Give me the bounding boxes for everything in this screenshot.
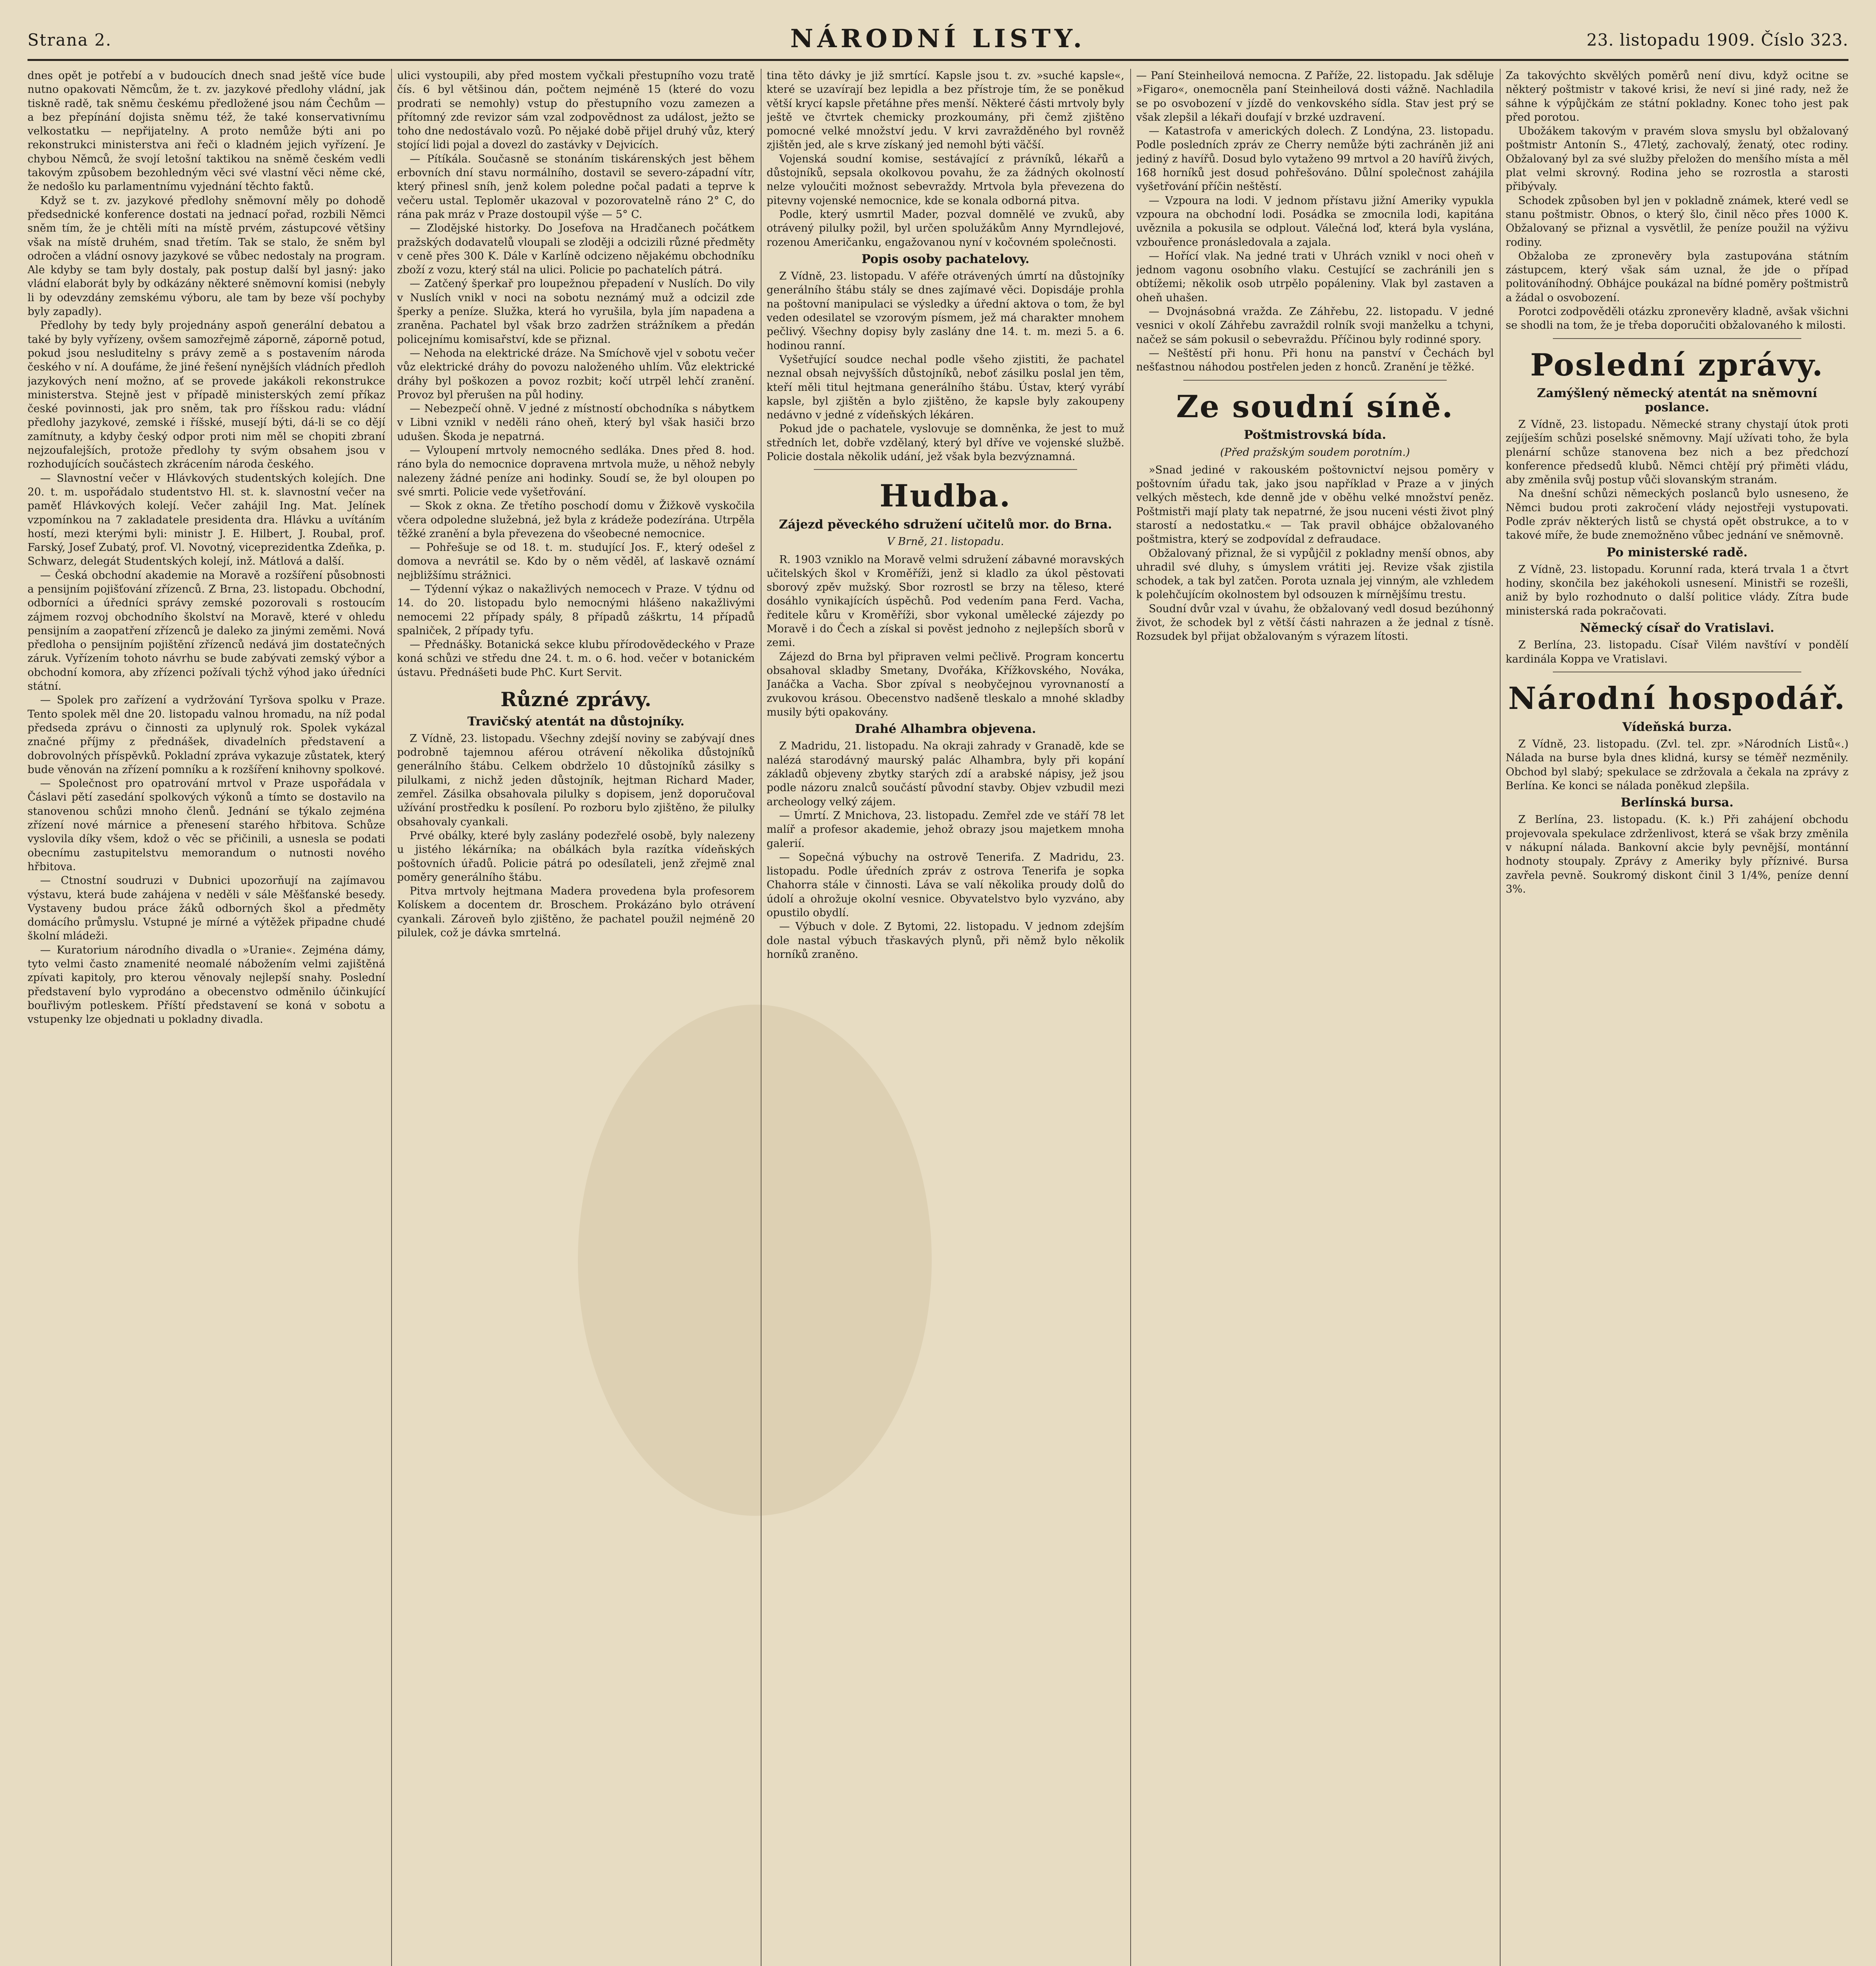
article-paragraph: Z Vídně, 23. listopadu. (Zvl. tel. zpr. »Národních Listů«.) Nálada na burse byla dnes klidná, kursy se téměř nezměnily. Obchod byl slabý; spekulace se zdržovala a čekala na zprávy z Berlína. Ke konci se nálada poněkud zlepšila. (1506, 738, 1848, 792)
article-paragraph: ulici vystoupili, aby před mostem vyčkali přestupního vozu tratě čís. 6 byl většinou dán, počtem nejméně 15 (které do vozu prodrati se nemohly) vstup do přestupního vozu zamezen a přítomný zde revizor sám vzal zodpovědnost za událost, ježto se toho dne nedostávalo vozů. Po nějaké době přijel druhý vůz, který stojící lidi pojal a dovezl do zastávky v Dejvicích. (397, 70, 755, 151)
article-paragraph: Obžaloba ze zpronevěry byla zastupována státním zástupcem, který však sám uznal, že jde o případ politováníhodný. Obhájce poukázal na bídné poměry poštmistrů a žádal o osvobození. (1506, 250, 1848, 304)
article-dateline: V Brně, 21. listopadu. (887, 536, 1004, 548)
column-divider (1130, 69, 1131, 1966)
section-title: Poslední zprávy. (1530, 347, 1824, 383)
section-title: Národní hospodář. (1508, 680, 1846, 716)
article-paragraph: Na dnešní schůzi německých poslanců bylo usneseno, že Němci budou proti zakročení vlády nejostřeji vystupovati. Podle zpráv některých listů se chystá opět obstrukce, a to v takové míře, že bude znemožněno vůbec jednání ve sněmovně. (1506, 488, 1848, 542)
article-heading: Po ministerské radě. (1606, 545, 1748, 560)
article-paragraph: — Pítíkála. Současně se stonáním tiskárenských jest během erbovních dní stavu normálního, dostavil se severo-západní vítr, který přinesl sníh, jenž kolem poledne počal padati a teprve k večeru ustal. Teploměr ukazoval v pozorovatelně ráno 2° C, do rána pak mráz v Praze dostoupil výše — 5° C. (397, 153, 755, 221)
article-paragraph: »Snad jediné v rakouském poštovnictví nejsou poměry v poštovním úřadu tak, jako jsou například v Praze a v jiných velkých městech, kde denně jde v oběhu velké množství peněz. Poštmistři mají platy tak nepatrné, že jsou nuceni vésti život plný starostí a nedostatku.« — Tak pravil obhájce obžalovaného poštmistra, který se zodpovídal z defraudace. (1136, 464, 1494, 546)
article-paragraph: — Vzpoura na lodi. V jednom přístavu jižní Ameriky vypukla vzpoura na obchodní lodi. Posádka se zmocnila lodi, kapitána uvěznila a pokusila se odplout. Válečná loď, která byla vyslána, vzbouřence pronásledovala a zajala. (1136, 194, 1494, 249)
section-divider (1183, 380, 1447, 381)
article-paragraph: — Slavnostní večer v Hlávkových studentských kolejích. Dne 20. t. m. uspořádalo studentstvo Hl. st. k. slavnostní večer na paměť Hlávkových kolejí. Večer zahájil Ing. Mat. Jelínek vzpomínkou na 7 zakladatele presidenta dra. Hlávku a uvítáním hostí, mezi kterými byli: ministr J. E. Hilbert, J. Roubal, prof. Farský, Josef Zubatý, prof. Vl. Novotný, viceprezidentka Zdeňka, p. Schwarz, delegát Studentských kolejí, inž. Mátlová a další. (28, 472, 385, 568)
article-paragraph: Ubožákem takovým v pravém slova smyslu byl obžalovaný poštmistr Antonín S., 47letý, zachovalý, ženatý, otec rodiny. Obžalovaný byl za své služby přeložen do menšího místa a měl plat velmi skrovný. Rodina jeho se rozrostla a starosti přibývaly. (1506, 125, 1848, 193)
article-heading: Drahé Alhambra objevena. (855, 722, 1036, 736)
article-paragraph: Pitva mrtvoly hejtmana Madera provedena byla profesorem Kolískem a docentem dr. Broschem. Prokázáno bylo otrávení cyankali. Zároveň bylo zjištěno, že pachatel použil nejméně 20 pilulek, což je dávka smrtelná. (397, 885, 755, 939)
article-heading: Berlínská bursa. (1620, 795, 1734, 810)
article-paragraph: — Zatčený šperkař pro loupežnou přepadení v Nuslích. Do vily v Nuslích vnikl v noci na sobotu neznámý muž a odcizil zde šperky a peníze. Služka, která ho vyrušila, byla jím napadena a zraněna. Pachatel byl však brzo zadržen strážníkem a předán policejnímu komisařství, kde se přiznal. (397, 278, 755, 346)
article-paragraph: — Paní Steinheilová nemocna. Z Paříže, 22. listopadu. Jak sděluje »Figaro«, onemocněla paní Steinheilová dosti vážně. Nachladila se po osvobození v jízdě do venkovského sídla. Stav jest prý se však zlepšil a lékaři doufají v brzké uzdravení. (1136, 70, 1494, 123)
column-2 (397, 69, 755, 1966)
article-paragraph: Soudní dvůr vzal v úvahu, že obžalovaný vedl dosud bezúhonný život, že schodek byl z větší části nahrazen a že jednal z tísně. Rozsudek byl přijat obžalovaným s výrazem lítosti. (1136, 602, 1494, 643)
article-paragraph: Z Vídně, 23. listopadu. Všechny zdejší noviny se zabývají dnes podrobně tajemnou aférou otrávení několika důstojníků generálního štábu. Celkem obdrželo 10 důstojníků zásilky s pilulkami, z nichž jeden důstojník, hejtman Richard Mader, zemřel. Zásilka obsahovala pilulky s dopisem, jenž doporučoval užívání prostředku k posílení. Po rozboru bylo zjištěno, že pilulky obsahovaly cyankali. (397, 732, 755, 828)
article-paragraph: Když se t. zv. jazykové předlohy sněmovní měly po dohodě předsednické konference dostati na jednací pořad, rozbili Němci sněm tím, že je chtěli míti na místě prvém, zástupcové většiny však na místě druhém, snad třetím. Tak se stalo, že sněm byl odročen a vládní osnovy jazykové se vůbec nedostaly na program. Ale kdyby se tam byly dostaly, pak postup další byl jasný: jako vládní elaborát byly by odkázány některé sněmovní komisi (nebyly li by odevzdány zemskému výboru, ale tam by beze vší pochyby byly zapadly). (28, 194, 385, 318)
article-paragraph: Za takovýchto skvělých poměrů není divu, když ocitne se některý poštmistr v takové krisi, že neví si jiné rady, než že sáhne k výpůjčkám ze státní pokladny. Konec toho jest pak před porotou. (1506, 70, 1848, 123)
article-heading: Poštmistrovská bída. (1243, 428, 1387, 442)
newspaper-masthead: NÁRODNÍ LISTY. (790, 24, 1086, 53)
article-paragraph: — Sopečná výbuchy na ostrově Tenerifa. Z Madridu, 23. listopadu. Podle úředních zpráv z ostrova Tenerifa je sopka Chahorra stále v činnosti. Láva se valí několika proudy dolů do údolí a ohrožuje okolní vesnice. Obyvatelstvo bylo vyzváno, aby opustilo obydlí. (767, 851, 1124, 919)
article-paragraph: — Společnost pro opatrování mrtvol v Praze uspořádala v Čáslavi pětí zasedání spolkových výkonů a tímto se dostavilo na stanovenou schůzi mnoho členů. Jednání se týkalo zejména zřízení nové márnice a přenesení starého hřbitova. Schůze vyslovila díky všem, kdož o věc se přičinili, a usnesla se podati obecnímu zastupitelstvu memorandum o nutnosti nového hřbitova. (28, 777, 385, 873)
article-paragraph: Vojenská soudní komise, sestávající z právníků, lékařů a důstojníků, sepsala okolkovou povahu, že za žádných okolností nelze vyloučiti možnost sebevraždy. Mrtvola byla převezena do pitevny vojenské nemocnice, kde se konala odborná pitva. (767, 153, 1124, 207)
article-paragraph: — Skok z okna. Ze třetího poschodí domu v Žižkově vyskočila včera odpoledne služebná, jež byla z krádeže podezírána. Utrpěla těžké zranění a byla převezena do všeobecné nemocnice. (397, 500, 755, 540)
article-paragraph: Z Vídně, 23. listopadu. Korunní rada, která trvala 1 a čtvrt hodiny, skončila bez jakéhokoli usnesení. Ministři se rozešli, aniž by bylo rozhodnuto o další politice vlády. Zítra bude ministerská rada pokračovati. (1506, 563, 1848, 617)
article-heading: Popis osoby pachatelovy. (861, 252, 1030, 266)
article-paragraph: Z Vídně, 23. listopadu. Německé strany chystají útok proti zejíješím schůzi poselské sněmovny. Mají užívati toho, že byla plenární schůze stanovena bez nich a bez předchozí konference předsedů klubů. Němci chtějí prý přiměti vládu, aby změnila svůj postup vůči slovanským stranám. (1506, 418, 1848, 486)
newspaper-page (28, 22, 1848, 1966)
article-paragraph: — Zlodějské historky. Do Josefova na Hradčanech počátkem pražských dodavatelů vloupali se zloději a odcizili různé předměty v ceně přes 300 K. Dále v Karlíně odcizeno nějakému obchodníku zboží z vozu, který stál na ulici. Policie po pachatelích pátrá. (397, 222, 755, 276)
column-3 (767, 69, 1124, 1966)
section-divider (1553, 338, 1801, 339)
columns (28, 69, 1848, 1966)
article-paragraph: R. 1903 vzniklo na Moravě velmi sdružení zábavné moravských učitelských škol v Kroměříži, jenž si kladlo za úkol pěstovati sborový zpěv mužský. Sbor rozrostl se brzy na těleso, které dosáhlo vynikajících úspěchů. Pod vedením pana Ferd. Vacha, ředitele kůru v Kroměříži, sbor vykonal umělecké zájezdy po Moravě i do Čech a získal si pověst jednoho z nejlepších sborů v zemi. (767, 553, 1124, 649)
article-paragraph: Obžalovaný přiznal, že si vypůjčil z pokladny menší obnos, aby uhradil své dluhy, s úmyslem vrátiti jej. Revize však zjistila schodek, a tak byl zatčen. Porota uznala jej vinným, ale vzhledem k polehčujícím okolnostem byl odsouzen k mírnějšímu trestu. (1136, 547, 1494, 601)
section-title: Různé zprávy. (500, 688, 651, 711)
article-paragraph: — Úmrtí. Z Mnichova, 23. listopadu. Zemřel zde ve stáří 78 let malíř a profesor akademie, jehož obrazy jsou majetkem mnoha galerií. (767, 809, 1124, 850)
article-heading: Vídeňská burza. (1622, 720, 1732, 734)
article-paragraph: — Výbuch v dole. Z Bytomi, 22. listopadu. V jednom zdejším dole nastal výbuch třaskavých plynů, při němž bylo několik horníků zraněno. (767, 920, 1124, 961)
article-paragraph: — Ctnostní soudruzi v Dubnici upozorňují na zajímavou výstavu, která bude zahájena v neděli v sále Měšťanské besedy. Vystaveny budou práce žáků odborných škol a předměty domácího průmyslu. Vstupné je mírné a výtěžek připadne chudé školní mládeži. (28, 874, 385, 943)
article-paragraph: — Kuratorium národního divadla o »Uranie«. Zejména dámy, tyto velmi často znamenité neomalé nábožením velmi zajištěná zpívati kapitoly, pro kterou věnovaly nejlepší snahy. Poslední představení bylo vyprodáno a obecenstvo odměnilo účinkující bouřlivým potleskem. Příští představení se koná v sobotu a vstupenky lze objednati u pokladny divadla. (28, 944, 385, 1026)
section-title: Hudba. (879, 478, 1012, 514)
page-header (28, 22, 1848, 61)
column-1 (28, 69, 385, 1966)
page-number: Strana 2. (28, 30, 112, 50)
article-paragraph: Z Berlína, 23. listopadu. (K. k.) Při zahájení obchodu projevovala spekulace zdrženlivost, která se však brzy změnila v nákupní nálada. Bankovní akcie byly pevnější, montánní hodnoty stoupaly. Zprávy z Ameriky byly příznivé. Bursa zavřela pevně. Soukromý diskont činil 3 1/4%, peníze denní 3%. (1506, 814, 1848, 895)
article-heading: Německý císař do Vratislavi. (1580, 621, 1775, 635)
article-paragraph: Z Madridu, 21. listopadu. Na okraji zahrady v Granadě, kde se nalézá starodávný maurský palác Alhambra, byly při kopání základů objeveny zbytky starých zdí a arabské nápisy, jež jsou podle názoru znalců součástí původní stavby. Objev vzbudil mezi archeology velký zájem. (767, 740, 1124, 808)
article-paragraph: Porotci zodpověděli otázku zpronevěry kladně, avšak všichni se shodli na tom, že je třeba doporučiti obžalovaného k milosti. (1506, 306, 1848, 332)
article-paragraph: tina těto dávky je již smrtící. Kapsle jsou t. zv. »suché kapsle«, které se uzavírají bez lepidla a bez přístroje tím, že se poněkud větší krycí kapsle přetáhne přes menší. Některé části mrtvoly byly ještě ve čtvrtek chemicky prozkoumány, při čemž zjištěno pomocné velké množství jedu. V krvi zavražděného byl rovněž zjištěn jed, ale s krve získaný jed nemohl býti väčší. (767, 70, 1124, 151)
article-paragraph: Schodek způsoben byl jen v pokladně známek, které vedl se stanu poštmistr. Obnos, o který šlo, činil něco přes 1000 K. Obžalovaný se přiznal a vysvětlil, že peníze použil na výživu rodiny. (1506, 194, 1848, 249)
article-paragraph: Podle, který usmrtil Mader, pozval domnělé ve zvuků, aby otrávený pilulky požil, byl určen spolužákům Anny Myrndlejové, rozenou Američanku, engažovanou nyní v kočovném společnosti. (767, 208, 1124, 249)
article-paragraph: — Katastrofa v amerických dolech. Z Londýna, 23. listopadu. Podle posledních zpráv ze Cherry nemůže býti zachráněn již ani jediný z havířů. Dosud bylo vytaženo 99 mrtvol a 20 havířů živých, 168 horníků jest dosud pohřešováno. Důlní společnost zahájila vyšetřování příčin neštěstí. (1136, 125, 1494, 193)
article-paragraph: — Nehoda na elektrické dráze. Na Smíchově vjel v sobotu večer vůz elektrické dráhy do povozu naloženého uhlím. Vůz elektrické dráhy byl poškozen a povoz rozbit; kočí utrpěl lehčí zranění. Provoz byl přerušen na půl hodiny. (397, 347, 755, 401)
article-paragraph: Z Berlína, 23. listopadu. Císař Vilém navštíví v pondělí kardinála Koppa ve Vratislavi. (1506, 639, 1848, 665)
article-paragraph: — Nebezpečí ohně. V jedné z místností obchodníka s nábytkem v Libni vznikl v neděli ráno oheň, který byl však hasiči brzo udušen. Škoda je nepatrná. (397, 403, 755, 443)
article-paragraph: — Týdenní výkaz o nakažlivých nemocech v Praze. V týdnu od 14. do 20. listopadu bylo nemocnými hlášeno nakažlivými nemocemi 22 případy spály, 8 případů záškrtu, 14 případů spalniček, 2 případy tyfu. (397, 583, 755, 637)
article-heading: Zamýšlený německý atentát na sněmovní poslance. (1537, 386, 1817, 414)
column-divider (1500, 69, 1501, 1966)
article-paragraph: — Dvojnásobná vražda. Ze Záhřebu, 22. listopadu. V jedné vesnici v okolí Záhřebu zavraždil rolník svoji manželku a tchyni, načež se sám pokusil o sebevraždu. Příčinou byly rodinné spory. (1136, 306, 1494, 346)
article-paragraph: — Česká obchodní akademie na Moravě a rozšíření působnosti a pensijním pojišťování zřízenců. Z Brna, 23. listopadu. Obchodní, odborníci a úředníci správy zemské pozorovali s rostoucím zájmem rozvoj obchodního školství na Moravě, které v ohledu pensijním a zaopatření zřízenců je daleko za jinými zeměmi. Nová předloha o pensijním pojištění zřízenců nedává jim dostatečných záruk. Vyřízením tohoto návrhu se bude zabývati zemský výbor a obchodní komora, aby zřízenci požívali týchž výhod jako úředníci státní. (28, 569, 385, 693)
article-paragraph: Z Vídně, 23. listopadu. V aféře otrávených úmrtí na důstojníky generálního štábu stály se dnes zajímavé věci. Dopisdáje prohla na poštovní manipulaci se výsledky a úřední aktova o tom, že byl veden odesilatel se vzorovým písmem, jež má charakter mnohem pečlivý. Všechny dopisy byly zaslány dne 14. t. m. mezi 5. a 6. hodinou ranní. (767, 270, 1124, 352)
article-paragraph: — Neštěstí při honu. Při honu na panství v Čechách byl nešťastnou náhodou postřelen jeden z honců. Zranění je těžké. (1136, 347, 1494, 374)
section-divider (814, 469, 1077, 470)
article-paragraph: Předlohy by tedy byly projednány aspoň generální debatou a také by byly vyřízeny, ovšem samozřejmě záporně, záporně potud, pokud jsou nesluditelny s právy země a s postavením národa českého v ní. A doufáme, že jiné řešení nynějších vládních předloh jazykových není možno, ať se provede jakákoli rekonstrukce ministerstva. Stejně jest v případě ministerských zemí příkaz české povinnosti, jak pro sněm, tak pro říšskou radu: vládní předlohy jazykové, zemské i říšské, musejí býti, dá-li se co dějí zamítnuty, a kdyby český odpor proti nim měl se chopiti zbraní nejzoufalejších, protože předlohy ty svým obsahem jsou v rozhodujících součástech zkrácením národa českého. (28, 319, 385, 471)
article-dateline: (Před pražským soudem porotním.) (1220, 446, 1410, 458)
section-title: Ze soudní síně. (1176, 388, 1454, 425)
article-heading: Zájezd pěveckého sdružení učitelů mor. do Brna. (779, 517, 1112, 532)
issue-date: 23. listopadu 1909. Číslo 323. (1586, 30, 1848, 50)
article-paragraph: dnes opět je potřebí a v budoucích dnech snad ještě více bude nutno opakovati Němcům, že t. zv. jazykové předlohy vládní, jak tiskně radě, tak sněmu českému předložené jsou nám Čechům — a bez přepínání dojista sněmu též, že také konservativnímu velkostatku — nepřijatelny. A proto nemůže býti ani po rekonstrukci ministerstva ani řeči o kladném jejich vyřízení. Je chybou Němců, že svojí letošní taktikou na sněmě českém vedli takovým způsobem bezohledným věci své vlastní věci něme cké, že nedošlo ku parlamentnímu vyjednání těchto faktů. (28, 70, 385, 193)
article-paragraph: Zájezd do Brna byl připraven velmi pečlivě. Program koncertu obsahoval skladby Smetany, Dvořáka, Křížkovského, Nováka, Janáčka a Vacha. Sbor zpíval s neobyčejnou vyrovnaností a zvukovou krásou. Obecenstvo nadšeně tleskalo a mnohé skladby musily býti opakovány. (767, 650, 1124, 718)
column-divider (391, 69, 392, 1966)
article-paragraph: — Spolek pro zařízení a vydržování Tyršova spolku v Praze. Tento spolek měl dne 20. listopadu valnou hromadu, na níž podal předseda zprávu o činnosti za uplynulý rok. Spolek vykázal značné příjmy z přednášek, divadelních představení a dobrovolných příspěvků. Pokladní zpráva vykazuje zůstatek, který bude věnován na zřízení pomníku a k rozšíření knihovny spolkové. (28, 694, 385, 776)
article-heading: Travičský atentát na důstojníky. (467, 714, 685, 729)
article-paragraph: — Hořící vlak. Na jedné trati v Uhrách vznikl v noci oheň v jednom vagonu osobního vlaku. Cestující se zachránili jen s obtížemi; několik osob utrpělo popáleniny. Vlak byl zastaven a oheň uhašen. (1136, 250, 1494, 304)
article-paragraph: Pokud jde o pachatele, vyslovuje se domněnka, že jest to muž středních let, dobře vzdělaný, který byl dříve ve vojenské službě. Policie dostala několik udání, jež však byla bezvýznamná. (767, 423, 1124, 463)
article-paragraph: — Vyloupení mrtvoly nemocného sedláka. Dnes před 8. hod. ráno byla do nemocnice dopravena mrtvola muže, u něhož nebyly nalezeny žádné peníze ani hodinky. Soudí se, že byl oloupen po své smrti. Policie vede vyšetřování. (397, 444, 755, 498)
column-5 (1506, 69, 1848, 1966)
article-paragraph: — Pohřešuje se od 18. t. m. studující Jos. F., který odešel z domova a nevrátil se. Kdo by o něm věděl, ať laskavě oznámí nejbližšímu strážnici. (397, 541, 755, 582)
column-4 (1136, 69, 1494, 1966)
article-paragraph: — Přednášky. Botanická sekce klubu přírodovědeckého v Praze koná schůzi ve středu dne 24. t. m. o 6. hod. večer v botanickém ústavu. Přednášeti bude PhC. Kurt Servit. (397, 639, 755, 679)
article-paragraph: Vyšetřující soudce nechal podle všeho zjistiti, že pachatel neznal obsah nejvyšších důstojníků, neboť zásilku poslal jen těm, kteří měli titul hejtmana generálního štábu. Ústav, který vyrábí kapsle, byl zjištěn a bylo zjištěno, že kapsle byly zakoupeny nedávno v jedné z vídeňských lékáren. (767, 353, 1124, 422)
article-paragraph: Prvé obálky, které byly zaslány podezřelé osobě, byly nalezeny u jistého lékárníka; na obálkách byla razítka vídeňských poštovních úřadů. Policie pátrá po odesílateli, jenž zřejmě znal poměry generálního štábu. (397, 829, 755, 884)
